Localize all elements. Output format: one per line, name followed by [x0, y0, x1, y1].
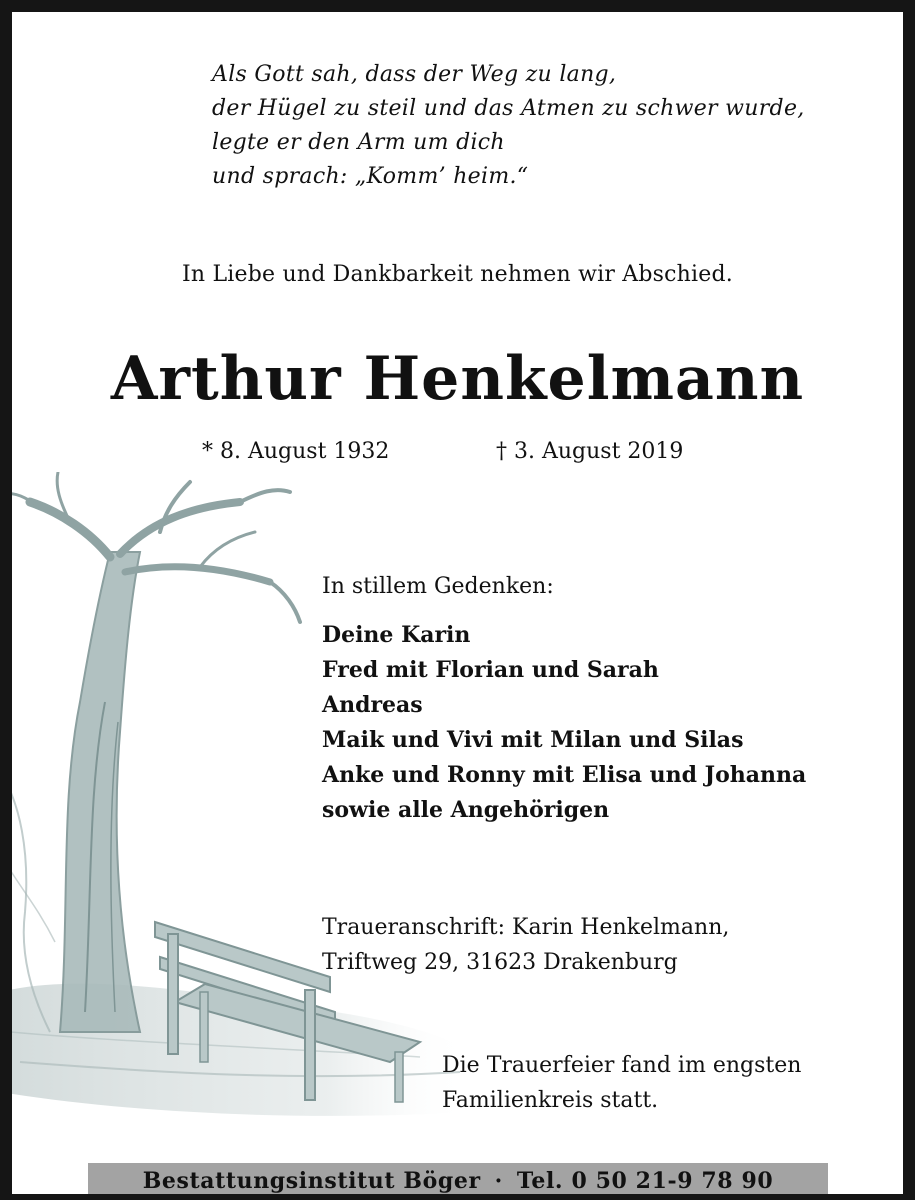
address-line: Triftweg 29, 31623 Drakenburg — [322, 950, 678, 975]
deceased-name: Arthur Henkelmann — [110, 344, 805, 414]
poem-line: der Hügel zu steil und das Atmen zu schwer wurde, — [212, 96, 805, 121]
funeral-home-phone: Tel. 0 50 21-9 78 90 — [516, 1168, 774, 1194]
ceremony-line: Familienkreis statt. — [442, 1088, 659, 1113]
death-date: † 3. August 2019 — [496, 439, 684, 464]
ceremony-note — [442, 1048, 801, 1118]
mourning-address — [322, 910, 729, 980]
mourner-name: sowie alle Angehörigen — [322, 797, 610, 823]
mourner-name: Andreas — [322, 692, 423, 718]
poem — [212, 58, 805, 194]
poem-line: Als Gott sah, dass der Weg zu lang, — [212, 62, 617, 87]
footer-separator: · — [494, 1168, 503, 1194]
poem-line: legte er den Arm um dich — [212, 130, 505, 155]
farewell-intro: In Liebe und Dankbarkeit nehmen wir Abschied. — [182, 262, 733, 287]
poem-line: und sprach: „Komm’ heim.“ — [212, 164, 529, 189]
mourner-name: Fred mit Florian und Sarah — [322, 657, 659, 683]
mourner-name: Anke und Ronny mit Elisa und Johanna — [322, 762, 807, 788]
ceremony-line: Die Trauerfeier fand im engsten — [442, 1053, 802, 1078]
mourners-heading: In stillem Gedenken: — [322, 574, 554, 599]
funeral-home-name: Bestattungsinstitut Böger — [142, 1168, 481, 1194]
birth-date: * 8. August 1932 — [202, 439, 390, 464]
funeral-home-footer — [88, 1163, 828, 1199]
mourner-name: Maik und Vivi mit Milan und Silas — [322, 727, 744, 753]
mourner-name: Deine Karin — [322, 622, 471, 648]
address-line: Traueranschrift: Karin Henkelmann, — [322, 915, 730, 940]
mourners-list — [322, 618, 806, 828]
